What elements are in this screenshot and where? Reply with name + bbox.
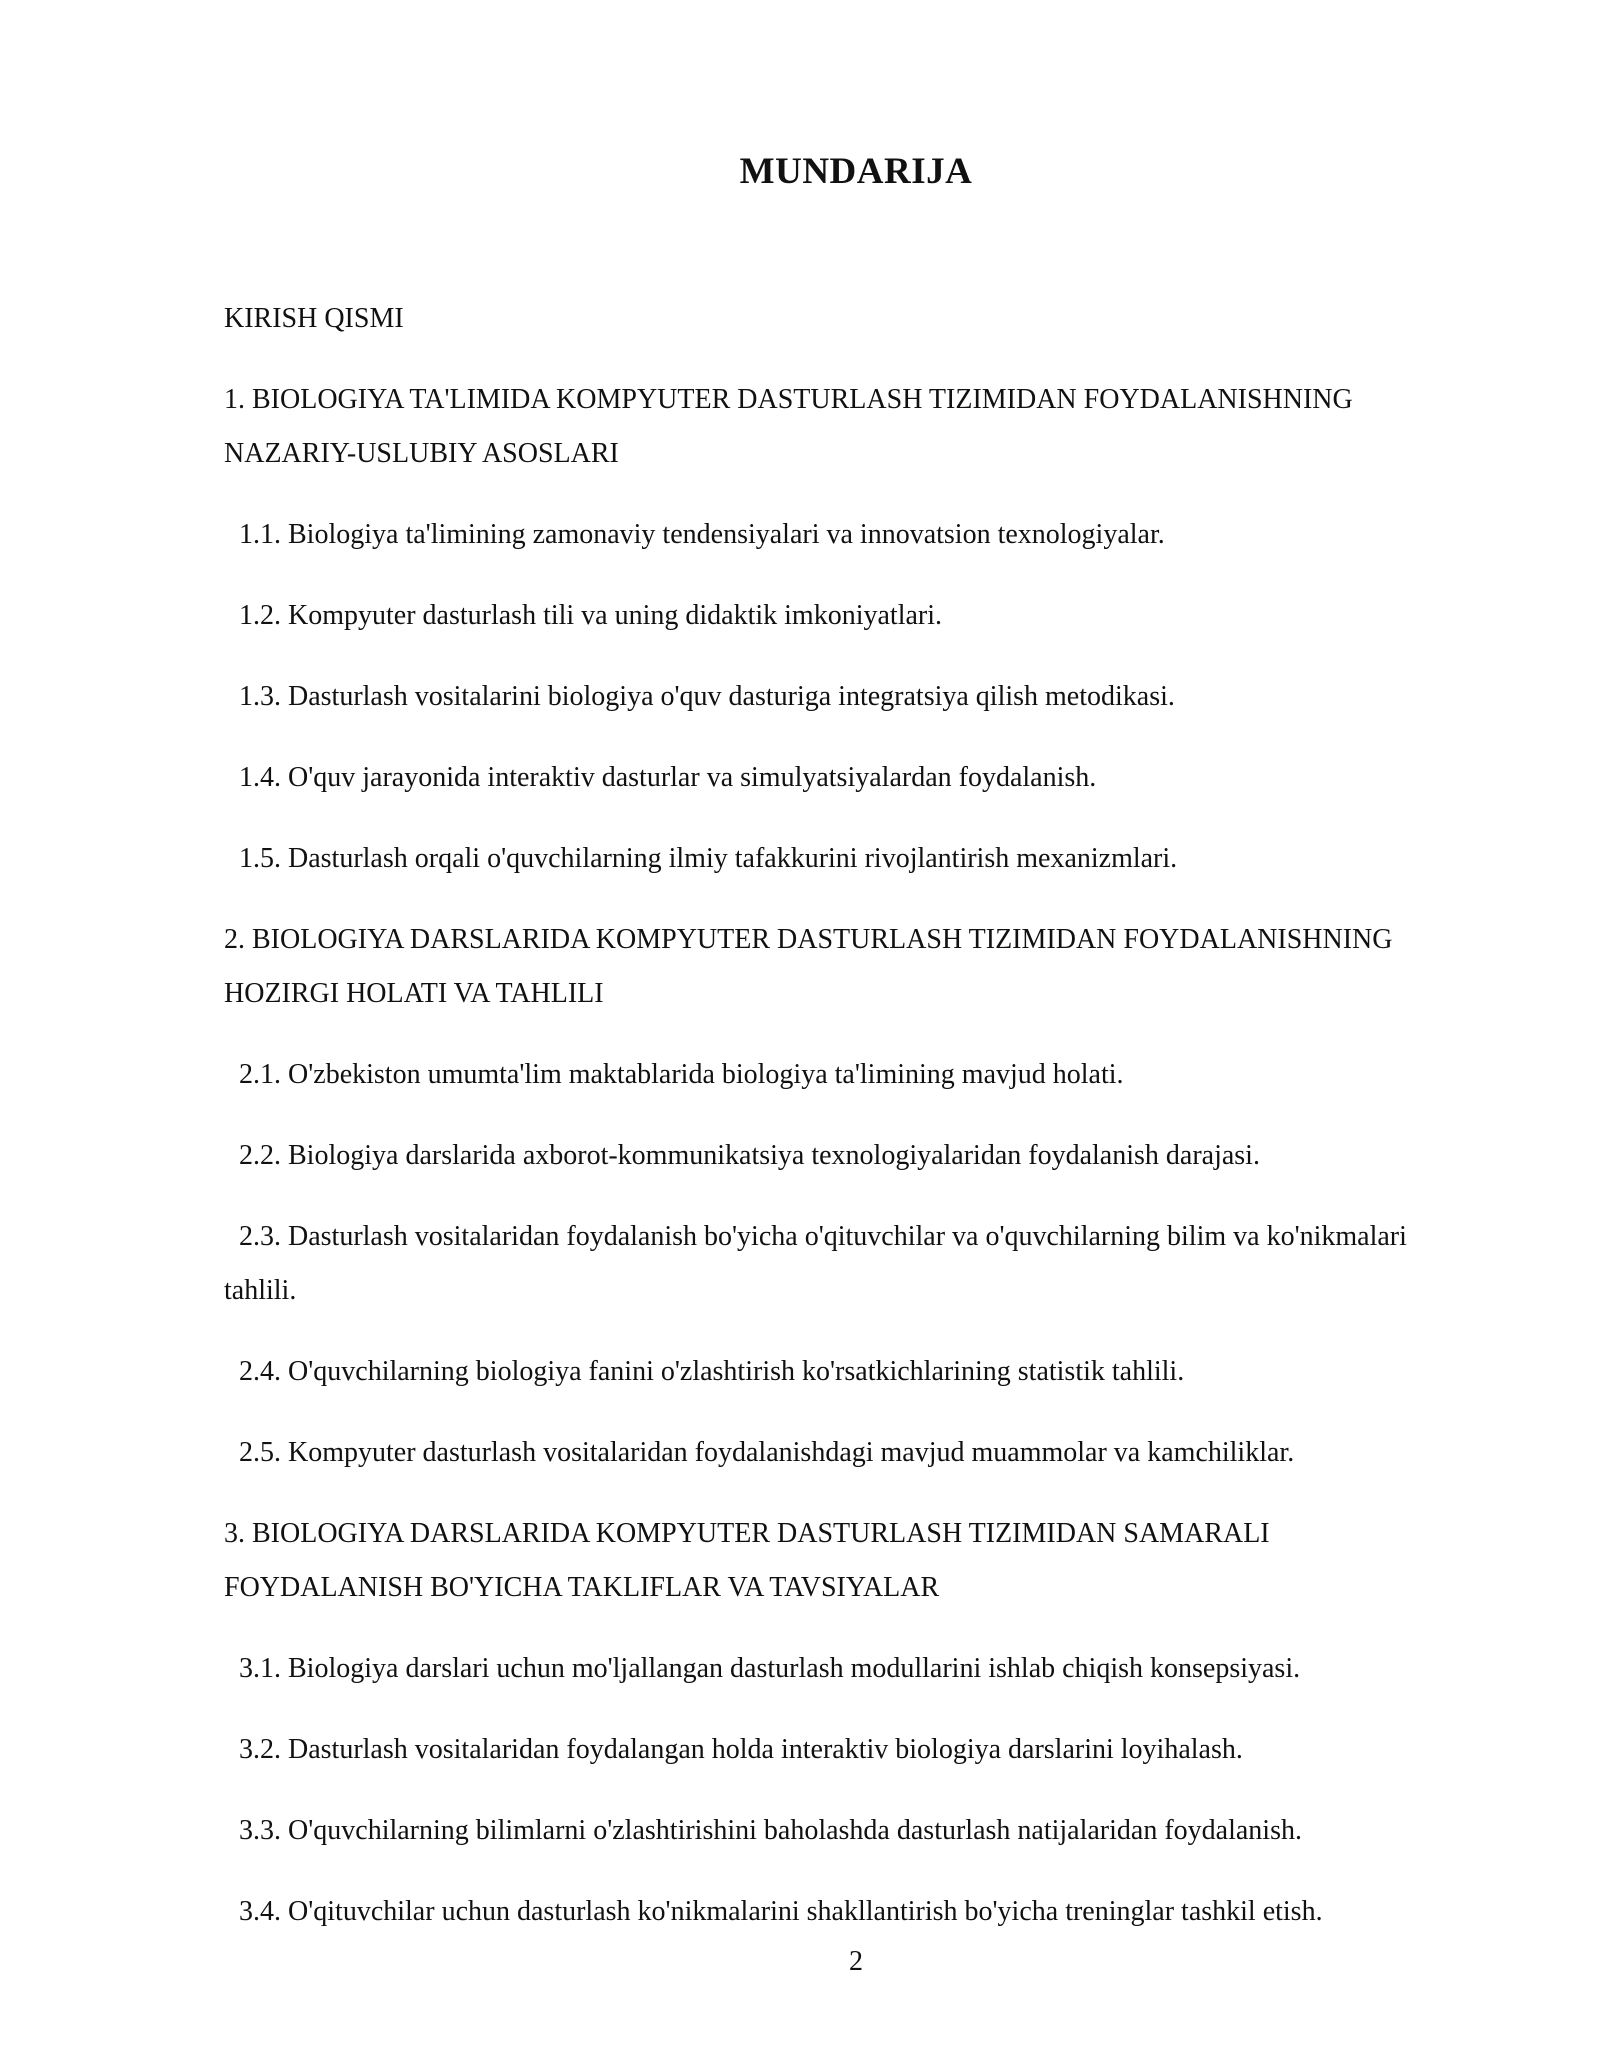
toc-section: 1.5. Dasturlash orqali o'quvchilarning ilmiy tafakkurini rivojlantirish mexanizmlari. [239,843,1178,874]
page-title: MUNDARIJA [739,151,973,192]
table-of-contents [224,292,1464,1966]
toc-section: 2.2. Biologiya darslarida axborot-kommunikatsiya texnologiyalaridan foydalanish darajasi. [239,1140,1260,1171]
toc-chapter: 2. BIOLOGIYA DARSLARIDA KOMPYUTER DASTURLASH TIZIMIDAN FOYDALANISHNING HOZIRGI HOLATI VA TAHLILI [224,924,1393,1009]
toc-section: 2.4. O'quvchilarning biologiya fanini o'zlashtirish ko'rsatkichlarining statistik tahlili. [239,1356,1185,1387]
toc-section: 3.1. Biologiya darslari uchun mo'ljallangan dasturlash modullarini ishlab chiqish konsepsiyasi. [239,1653,1301,1684]
toc-section: 2.3. Dasturlash vositalaridan foydalanish bo'yicha o'qituvchilar va o'quvchilarning bilim va ko'nikmalari tahlili. [224,1221,1407,1306]
toc-section: 1.3. Dasturlash vositalarini biologiya o'quv dasturiga integratsiya qilish metodikasi. [239,681,1175,712]
toc-section: 2.5. Kompyuter dasturlash vositalaridan foydalanishdagi mavjud muammolar va kamchiliklar. [239,1437,1295,1468]
toc-section: 1.2. Kompyuter dasturlash tili va uning didaktik imkoniyatlari. [239,600,943,631]
toc-section: 2.1. O'zbekiston umumta'lim maktablarida biologiya ta'limining mavjud holati. [239,1059,1124,1090]
toc-section: 3.2. Dasturlash vositalaridan foydalangan holda interaktiv biologiya darslarini loyihalash. [239,1734,1243,1765]
page-number: 2 [849,1946,863,1977]
toc-section: 1.1. Biologiya ta'limining zamonaviy tendensiyalari va innovatsion texnologiyalar. [239,519,1165,550]
toc-chapter: 3. BIOLOGIYA DARSLARIDA KOMPYUTER DASTURLASH TIZIMIDAN SAMARALI FOYDALANISH BO'YICHA TAKLIFLAR VA TAVSIYALAR [224,1518,1270,1603]
toc-section: 3.3. O'quvchilarning bilimlarni o'zlashtirishini baholashda dasturlash natijalaridan foydalanish. [239,1815,1302,1846]
toc-chapter: 1. BIOLOGIYA TA'LIMIDA KOMPYUTER DASTURLASH TIZIMIDAN FOYDALANISHNING NAZARIY-USLUBIY ASOSLARI [224,384,1353,469]
toc-section: 3.4. O'qituvchilar uchun dasturlash ko'nikmalarini shakllantirish bo'yicha treninglar tashkil etish. [239,1896,1323,1927]
toc-section: 1.4. O'quv jarayonida interaktiv dasturlar va simulyatsiyalardan foydalanish. [239,762,1097,793]
toc-item: KIRISH QISMI [224,303,404,334]
